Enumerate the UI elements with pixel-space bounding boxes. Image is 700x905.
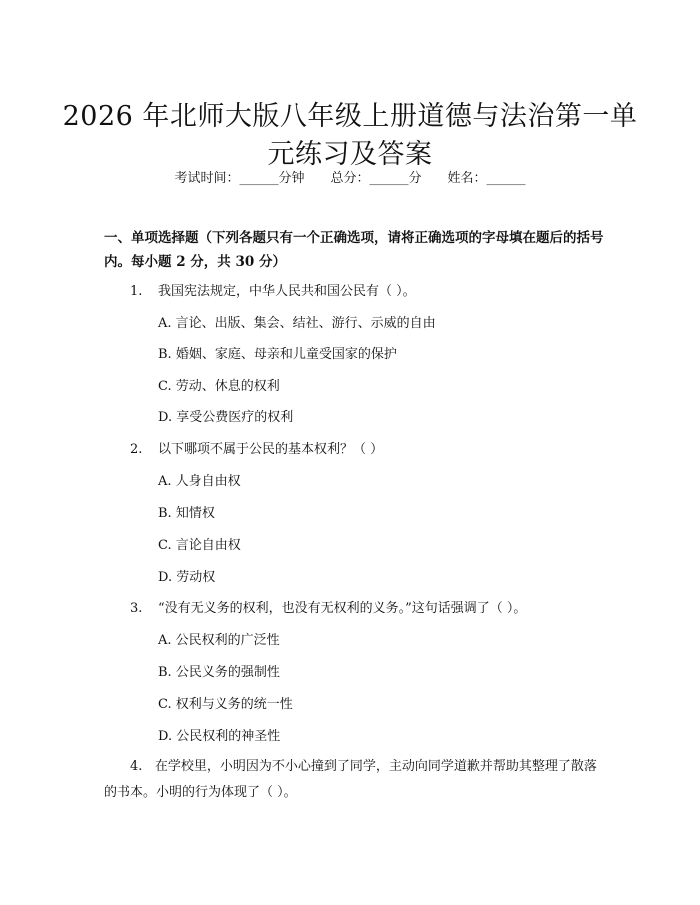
time-blank: ______ (239, 171, 279, 186)
option-1b: B. 婚姻、家庭、母亲和儿童受国家的保护 (158, 347, 397, 362)
question-text: 在学校里，小明因为不小心撞到了同学，主动向同学道歉并帮助其整理了散落的书本。小明的行为体现了（ ）。 (104, 759, 597, 800)
question-text: “没有无义务的权利，也没有无权利的义务。”这句话强调了（ ）。 (158, 601, 527, 616)
document-title: 2026 年北师大版八年级上册道德与法治第一单元练习及答案 (62, 101, 638, 171)
score-blank: ______ (369, 171, 409, 186)
question-3 (130, 597, 526, 621)
option-1a: A. 言论、出版、集会、结社、游行、示威的自由 (158, 316, 436, 331)
option-3a: A. 公民权利的广泛性 (158, 633, 280, 648)
question-1 (130, 280, 416, 304)
score-label: 总分： (330, 171, 370, 186)
question-number: 1. (130, 284, 143, 299)
question-number: 3. (130, 601, 143, 616)
score-unit: 分 (408, 171, 422, 186)
name-label: 姓名： (447, 171, 487, 186)
option-2d: D. 劳动权 (158, 570, 216, 585)
option-1d: D. 享受公费医疗的权利 (158, 410, 294, 425)
question-4 (104, 754, 609, 806)
option-3c: C. 权利与义务的统一性 (158, 697, 293, 712)
option-2c: C. 言论自由权 (158, 538, 241, 553)
question-number: 2. (130, 442, 143, 457)
time-unit: 分钟 (278, 171, 305, 186)
option-3b: B. 公民义务的强制性 (158, 665, 280, 680)
question-text: 以下哪项不属于公民的基本权利？（ ） (158, 442, 384, 457)
question-number: 4. (130, 759, 143, 774)
time-label: 考试时间： (174, 171, 240, 186)
option-2b: B. 知情权 (158, 506, 215, 521)
section-heading: 一、单项选择题（下列各题只有一个正确选项，请将正确选项的字母填在题后的括号内。每小题 2 分，共 30 分） (104, 230, 604, 270)
name-blank: ______ (486, 171, 526, 186)
exam-info (0, 170, 700, 188)
option-3d: D. 公民权利的神圣性 (158, 729, 281, 744)
option-2a: A. 人身自由权 (158, 474, 241, 489)
question-text: 我国宪法规定，中华人民共和国公民有（ ）。 (158, 284, 416, 299)
question-2 (130, 438, 383, 462)
option-1c: C. 劳动、休息的权利 (158, 379, 280, 394)
